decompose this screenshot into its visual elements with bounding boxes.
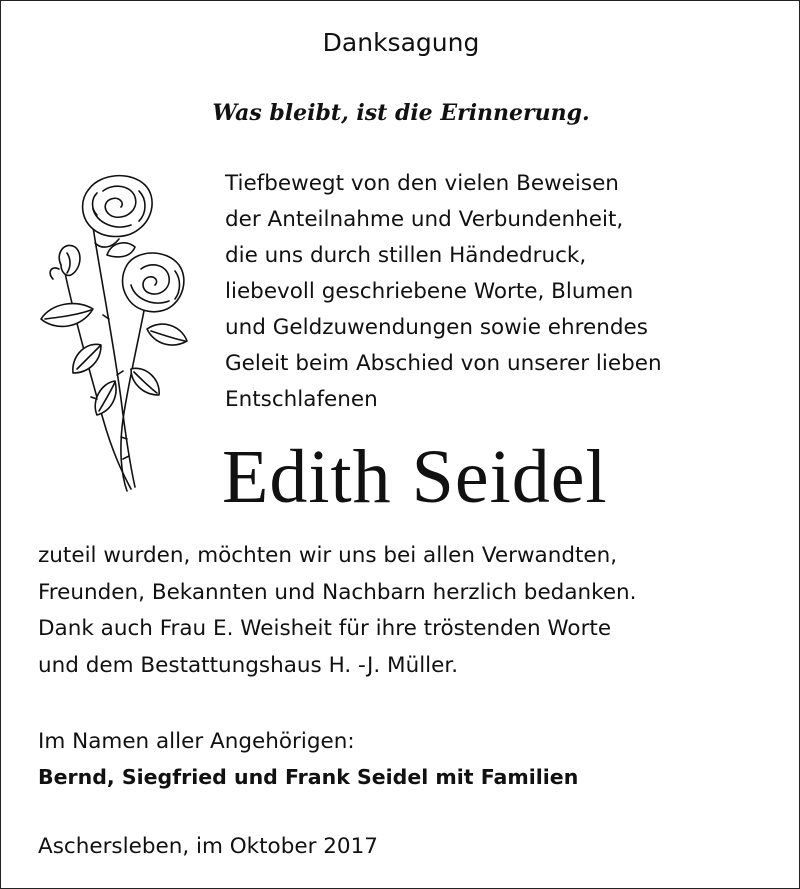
notice-heading: Danksagung <box>322 28 480 57</box>
intro-line: Tiefbewegt von den vielen Beweisen <box>225 171 619 196</box>
thanks-paragraph <box>38 538 788 684</box>
signature-intro: Im Namen aller Angehörigen: <box>38 729 355 754</box>
thanks-line: zuteil wurden, möchten wir uns bei allen Verwandten, <box>38 543 618 568</box>
rose-illustration <box>31 169 201 499</box>
intro-line: Entschlafenen <box>225 387 378 412</box>
intro-line: und Geldzuwendungen sowie ehrendes <box>225 315 648 340</box>
thanks-line: Freunden, Bekannten und Nachbarn herzlich bedanken. <box>38 579 637 605</box>
intro-line: liebevoll geschriebene Worte, Blumen <box>225 279 634 304</box>
thanks-line: und dem Bestattungshaus H. -J. Müller. <box>38 652 459 678</box>
intro-line: der Anteilnahme und Verbundenheit, <box>225 207 624 232</box>
deceased-name: Edith Seidel <box>222 435 608 519</box>
intro-line: Geleit beim Abschied von unserer lieben <box>225 351 662 376</box>
signature-names: Bernd, Siegfried und Frank Seidel mit Familien <box>38 765 579 789</box>
thanks-line: Dank auch Frau E. Weisheit für ihre tröstenden Worte <box>38 616 612 641</box>
intro-line: die uns durch stillen Händedruck, <box>225 243 587 268</box>
place-date: Aschersleben, im Oktober 2017 <box>38 834 378 859</box>
notice-motto: Was bleibt, ist die Erinnerung. <box>212 100 590 126</box>
intro-paragraph <box>225 166 790 418</box>
